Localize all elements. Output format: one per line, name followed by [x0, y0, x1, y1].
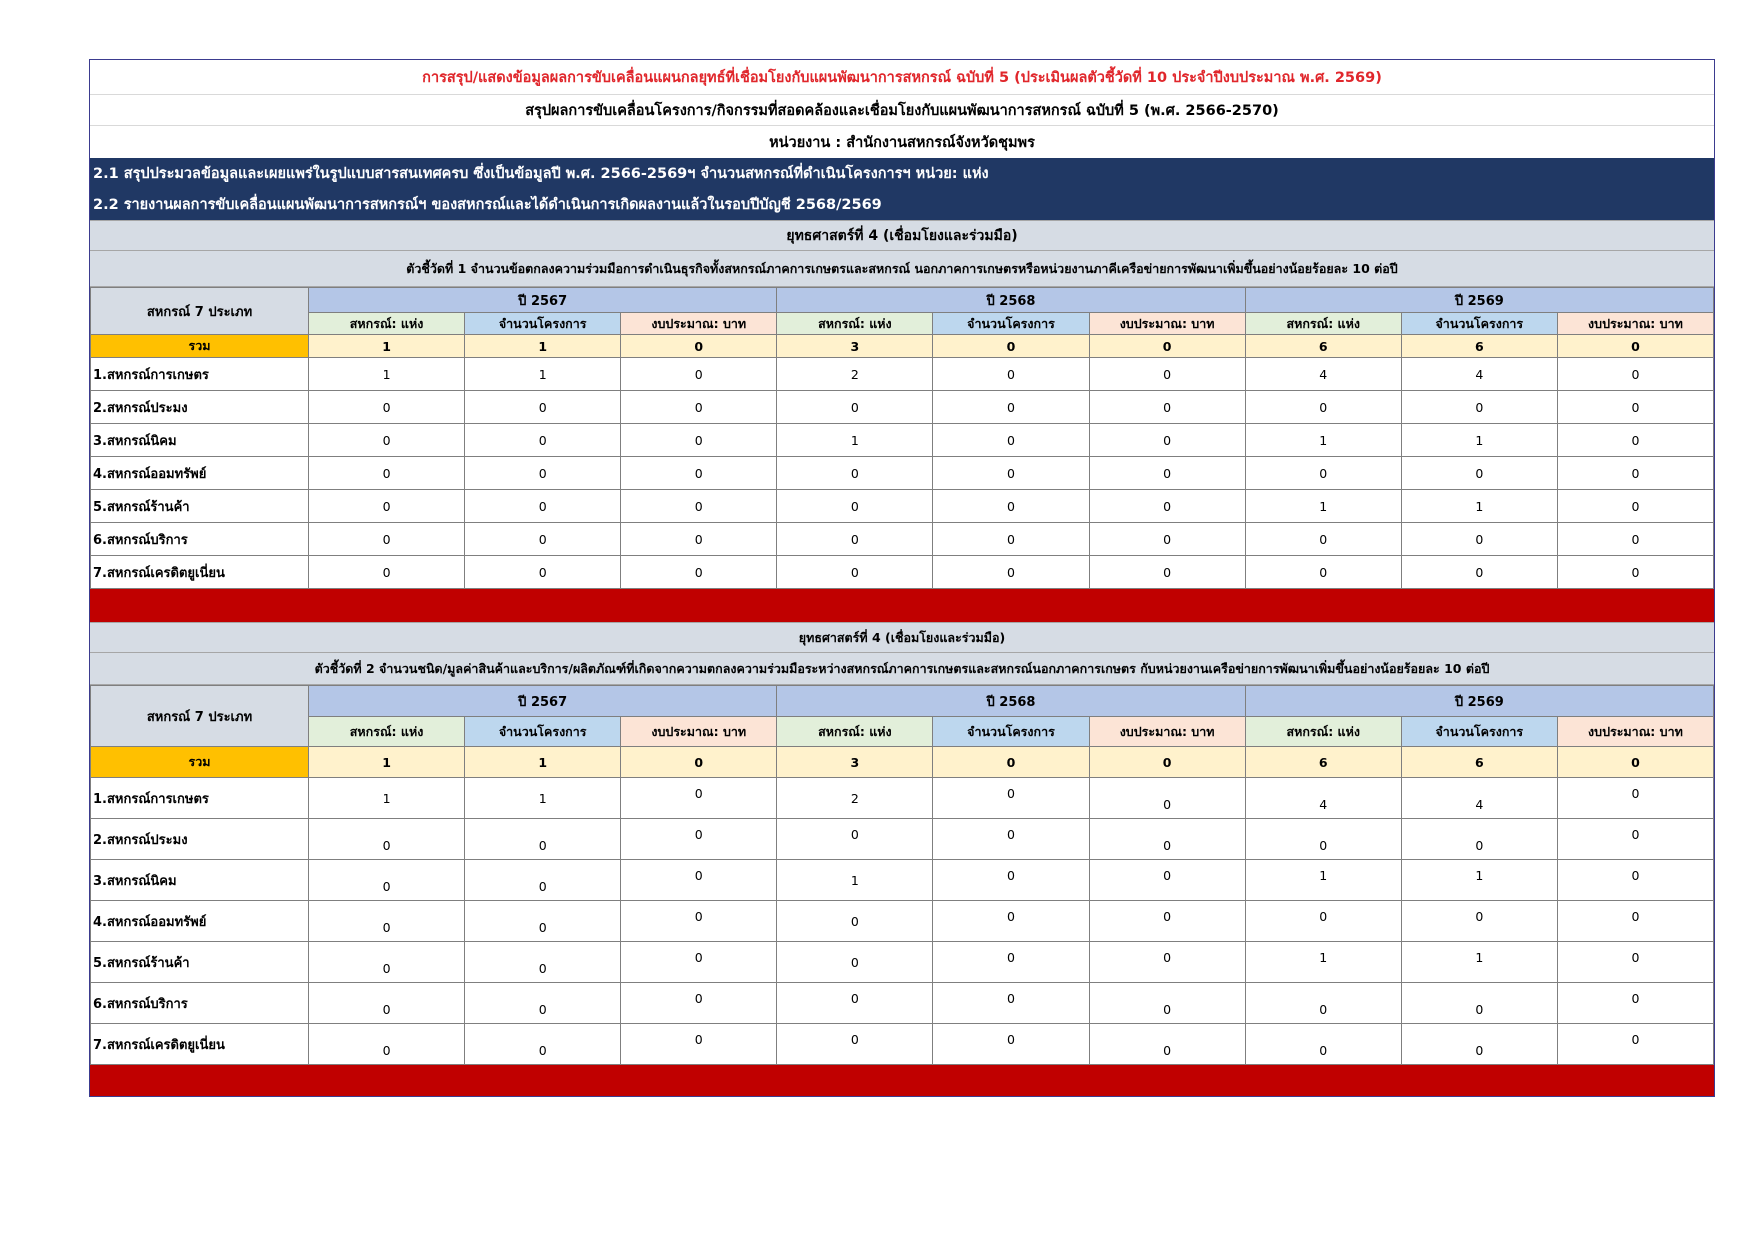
- value-cell: 0: [1401, 556, 1557, 589]
- total-cell: 3: [777, 335, 933, 358]
- value-cell: 0: [309, 860, 465, 901]
- value-cell: 0: [309, 1024, 465, 1065]
- value-cell: 0: [1089, 942, 1245, 983]
- subcolumn-header: งบประมาณ: บาท: [621, 717, 777, 747]
- value-cell: 0: [1401, 1024, 1557, 1065]
- total-cell: 6: [1401, 747, 1557, 778]
- value-cell: 0: [621, 983, 777, 1024]
- value-cell: 0: [1557, 358, 1713, 391]
- value-cell: 0: [621, 391, 777, 424]
- value-cell: 0: [465, 490, 621, 523]
- value-cell: 0: [1089, 457, 1245, 490]
- value-cell: 1: [1401, 860, 1557, 901]
- category-label: 7.สหกรณ์เครดิตยูเนี่ยน: [91, 1024, 309, 1065]
- value-cell: 1: [465, 778, 621, 819]
- subcolumn-header: จำนวนโครงการ: [1401, 717, 1557, 747]
- table-row: [91, 901, 1714, 942]
- value-cell: 0: [1089, 424, 1245, 457]
- value-cell: 0: [1089, 901, 1245, 942]
- table-row: [91, 424, 1714, 457]
- value-cell: 0: [1089, 778, 1245, 819]
- value-cell: 0: [1089, 983, 1245, 1024]
- value-cell: 0: [309, 523, 465, 556]
- value-cell: 0: [309, 819, 465, 860]
- value-cell: 0: [1245, 1024, 1401, 1065]
- indicator-heading: ตัวชี้วัดที่ 2 จำนวนชนิด/มูลค่าสินค้าและบริการ/ผลิตภัณฑ์ที่เกิดจากความตกลงความร่วมมือระหว่างสหกรณ์ภาคการเกษตรและสหกรณ์นอกภาคการเกษตร กับหน่วยงานเครือข่ายการพัฒนาเพิ่มขึ้นอย่างน้อยร้อยละ 10 ต่อปี: [90, 653, 1714, 685]
- value-cell: 0: [1245, 983, 1401, 1024]
- value-cell: 4: [1245, 778, 1401, 819]
- total-cell: 6: [1401, 335, 1557, 358]
- value-cell: 0: [1557, 860, 1713, 901]
- value-cell: 0: [933, 1024, 1089, 1065]
- year-header: ปี 2567: [309, 288, 777, 313]
- total-cell: 0: [621, 335, 777, 358]
- table-row: [91, 523, 1714, 556]
- subcolumn-header: จำนวนโครงการ: [933, 313, 1089, 335]
- category-label: 4.สหกรณ์ออมทรัพย์: [91, 457, 309, 490]
- category-label: 6.สหกรณ์บริการ: [91, 523, 309, 556]
- total-row-label: รวม: [91, 747, 309, 778]
- value-cell: 0: [465, 391, 621, 424]
- value-cell: 0: [1401, 457, 1557, 490]
- value-cell: 0: [1245, 523, 1401, 556]
- value-cell: 0: [1401, 819, 1557, 860]
- value-cell: 0: [1089, 391, 1245, 424]
- category-column-header: สหกรณ์ 7 ประเภท: [91, 686, 309, 747]
- value-cell: 0: [621, 457, 777, 490]
- value-cell: 0: [1089, 556, 1245, 589]
- value-cell: 0: [933, 819, 1089, 860]
- subcolumn-header: จำนวนโครงการ: [933, 717, 1089, 747]
- value-cell: 1: [777, 424, 933, 457]
- report-subtitle: สรุปผลการขับเคลื่อนโครงการ/กิจกรรมที่สอดคล้องและเชื่อมโยงกับแผนพัฒนาการสหกรณ์ ฉบับที่ 5 (พ.ศ. 2566-2570): [90, 95, 1714, 126]
- value-cell: 0: [933, 860, 1089, 901]
- table-row: [91, 1024, 1714, 1065]
- value-cell: 2: [777, 358, 933, 391]
- tables-container: [90, 220, 1714, 1096]
- total-cell: 6: [1245, 747, 1401, 778]
- year-header: ปี 2569: [1245, 288, 1713, 313]
- value-cell: 1: [465, 358, 621, 391]
- value-cell: 0: [465, 523, 621, 556]
- subcolumn-header: จำนวนโครงการ: [1401, 313, 1557, 335]
- value-cell: 0: [1245, 556, 1401, 589]
- value-cell: 0: [309, 942, 465, 983]
- year-header: ปี 2568: [777, 686, 1245, 717]
- subcolumn-header: สหกรณ์: แห่ง: [777, 313, 933, 335]
- value-cell: 0: [1557, 1024, 1713, 1065]
- value-cell: 0: [777, 819, 933, 860]
- value-cell: 0: [1557, 819, 1713, 860]
- category-column-header: สหกรณ์ 7 ประเภท: [91, 288, 309, 335]
- note-line-1: 2.1 สรุปประมวลข้อมูลและเผยแพร่ในรูปแบบสารสนเทศครบ ซึ่งเป็นข้อมูลปี พ.ศ. 2566-2569ฯ จำนวนสหกรณ์ที่ดำเนินโครงการฯ หน่วย: แห่ง: [90, 158, 1714, 189]
- total-row-label: รวม: [91, 335, 309, 358]
- subcolumn-header: สหกรณ์: แห่ง: [309, 717, 465, 747]
- value-cell: 0: [777, 901, 933, 942]
- value-cell: 0: [465, 860, 621, 901]
- category-label: 1.สหกรณ์การเกษตร: [91, 358, 309, 391]
- agency-label: หน่วยงาน : สำนักงานสหกรณ์จังหวัดชุมพร: [769, 134, 1035, 151]
- value-cell: 0: [933, 358, 1089, 391]
- category-label: 7.สหกรณ์เครดิตยูเนี่ยน: [91, 556, 309, 589]
- value-cell: 0: [621, 490, 777, 523]
- value-cell: 0: [309, 457, 465, 490]
- value-cell: 0: [465, 424, 621, 457]
- value-cell: 0: [465, 983, 621, 1024]
- table-row: [91, 942, 1714, 983]
- value-cell: 4: [1401, 358, 1557, 391]
- total-cell: 0: [1557, 747, 1713, 778]
- value-cell: 0: [309, 983, 465, 1024]
- value-cell: 0: [309, 490, 465, 523]
- value-cell: 0: [1401, 901, 1557, 942]
- value-cell: 1: [309, 778, 465, 819]
- value-cell: 0: [933, 556, 1089, 589]
- value-cell: 1: [777, 860, 933, 901]
- value-cell: 0: [621, 901, 777, 942]
- table-row: [91, 457, 1714, 490]
- value-cell: 0: [1245, 457, 1401, 490]
- value-cell: 0: [1089, 860, 1245, 901]
- category-label: 1.สหกรณ์การเกษตร: [91, 778, 309, 819]
- total-cell: 1: [465, 335, 621, 358]
- subcolumn-header: จำนวนโครงการ: [465, 717, 621, 747]
- value-cell: 0: [933, 983, 1089, 1024]
- total-cell: 0: [1089, 335, 1245, 358]
- value-cell: 0: [1089, 358, 1245, 391]
- value-cell: 0: [621, 523, 777, 556]
- value-cell: 0: [309, 556, 465, 589]
- value-cell: 0: [621, 860, 777, 901]
- table-row: [91, 778, 1714, 819]
- value-cell: 0: [1401, 983, 1557, 1024]
- value-cell: 0: [1557, 778, 1713, 819]
- value-cell: 4: [1401, 778, 1557, 819]
- total-cell: 3: [777, 747, 933, 778]
- category-label: 3.สหกรณ์นิคม: [91, 860, 309, 901]
- value-cell: 0: [1089, 523, 1245, 556]
- value-cell: 0: [1557, 490, 1713, 523]
- value-cell: 0: [777, 942, 933, 983]
- value-cell: 0: [309, 391, 465, 424]
- table-row: [91, 983, 1714, 1024]
- value-cell: 0: [621, 556, 777, 589]
- value-cell: 0: [777, 523, 933, 556]
- subcolumn-header: จำนวนโครงการ: [465, 313, 621, 335]
- value-cell: 0: [465, 556, 621, 589]
- value-cell: 0: [777, 983, 933, 1024]
- value-cell: 0: [1089, 1024, 1245, 1065]
- table-row: [91, 860, 1714, 901]
- value-cell: 0: [621, 942, 777, 983]
- category-label: 6.สหกรณ์บริการ: [91, 983, 309, 1024]
- total-cell: 0: [933, 335, 1089, 358]
- category-label: 2.สหกรณ์ประมง: [91, 819, 309, 860]
- table-row: [91, 490, 1714, 523]
- category-label: 5.สหกรณ์ร้านค้า: [91, 942, 309, 983]
- subcolumn-header: งบประมาณ: บาท: [1557, 313, 1713, 335]
- value-cell: 0: [1557, 391, 1713, 424]
- year-header: ปี 2569: [1245, 686, 1713, 717]
- category-label: 2.สหกรณ์ประมง: [91, 391, 309, 424]
- total-cell: 6: [1245, 335, 1401, 358]
- report-title: การสรุป/แสดงข้อมูลผลการขับเคลื่อนแผนกลยุทธ์ที่เชื่อมโยงกับแผนพัฒนาการสหกรณ์ ฉบับที่ 5 (ประเมินผลตัวชี้วัดที่ 10 ประจำปีงบประมาณ พ.ศ. 2569): [90, 60, 1714, 95]
- value-cell: 0: [777, 1024, 933, 1065]
- year-header: ปี 2568: [777, 288, 1245, 313]
- results-table: [90, 685, 1714, 1065]
- subcolumn-header: สหกรณ์: แห่ง: [1245, 313, 1401, 335]
- value-cell: 0: [465, 457, 621, 490]
- subcolumn-header: สหกรณ์: แห่ง: [1245, 717, 1401, 747]
- value-cell: 0: [1245, 391, 1401, 424]
- value-cell: 0: [1089, 819, 1245, 860]
- table-row: [91, 556, 1714, 589]
- value-cell: 0: [1557, 983, 1713, 1024]
- value-cell: 1: [1245, 424, 1401, 457]
- category-label: 4.สหกรณ์ออมทรัพย์: [91, 901, 309, 942]
- value-cell: 0: [933, 523, 1089, 556]
- strategy-heading: ยุทธศาสตร์ที่ 4 (เชื่อมโยงและร่วมมือ): [90, 622, 1714, 653]
- value-cell: 0: [1089, 490, 1245, 523]
- value-cell: 0: [621, 778, 777, 819]
- value-cell: 0: [1557, 942, 1713, 983]
- total-cell: 0: [933, 747, 1089, 778]
- indicator-heading: ตัวชี้วัดที่ 1 จำนวนข้อตกลงความร่วมมือการดำเนินธุรกิจทั้งสหกรณ์ภาคการเกษตรและสหกรณ์ นอกภาคการเกษตรหรือหน่วยงานภาคีเครือข่ายการพัฒนาเพิ่มขึ้นอย่างน้อยร้อยละ 10 ต่อปี: [90, 251, 1714, 287]
- value-cell: 4: [1245, 358, 1401, 391]
- value-cell: 1: [1245, 860, 1401, 901]
- value-cell: 0: [777, 457, 933, 490]
- strategy-heading: ยุทธศาสตร์ที่ 4 (เชื่อมโยงและร่วมมือ): [90, 220, 1714, 251]
- value-cell: 0: [621, 819, 777, 860]
- value-cell: 0: [777, 490, 933, 523]
- value-cell: 0: [621, 1024, 777, 1065]
- value-cell: 0: [933, 391, 1089, 424]
- value-cell: 1: [309, 358, 465, 391]
- value-cell: 0: [465, 1024, 621, 1065]
- subcolumn-header: สหกรณ์: แห่ง: [309, 313, 465, 335]
- value-cell: 0: [777, 391, 933, 424]
- category-label: 3.สหกรณ์นิคม: [91, 424, 309, 457]
- value-cell: 0: [309, 424, 465, 457]
- results-table: [90, 287, 1714, 589]
- total-cell: 1: [309, 747, 465, 778]
- value-cell: 0: [465, 901, 621, 942]
- value-cell: 0: [1401, 391, 1557, 424]
- value-cell: 0: [933, 778, 1089, 819]
- table-row: [91, 358, 1714, 391]
- value-cell: 0: [309, 901, 465, 942]
- value-cell: 0: [933, 901, 1089, 942]
- subcolumn-header: สหกรณ์: แห่ง: [777, 717, 933, 747]
- value-cell: 0: [621, 358, 777, 391]
- value-cell: 0: [933, 424, 1089, 457]
- subcolumn-header: งบประมาณ: บาท: [1089, 717, 1245, 747]
- table-row: [91, 391, 1714, 424]
- value-cell: 0: [1557, 901, 1713, 942]
- report-sheet: [89, 59, 1715, 1097]
- value-cell: 0: [1401, 523, 1557, 556]
- value-cell: 0: [933, 457, 1089, 490]
- red-separator-bar: [90, 1065, 1714, 1096]
- category-label: 5.สหกรณ์ร้านค้า: [91, 490, 309, 523]
- table-row: [91, 819, 1714, 860]
- value-cell: 2: [777, 778, 933, 819]
- total-cell: 0: [1557, 335, 1713, 358]
- value-cell: 0: [465, 819, 621, 860]
- value-cell: 0: [621, 424, 777, 457]
- year-header: ปี 2567: [309, 686, 777, 717]
- subcolumn-header: งบประมาณ: บาท: [1089, 313, 1245, 335]
- value-cell: 0: [777, 556, 933, 589]
- value-cell: 0: [1557, 424, 1713, 457]
- total-cell: 1: [309, 335, 465, 358]
- total-cell: 0: [1089, 747, 1245, 778]
- value-cell: 0: [933, 942, 1089, 983]
- value-cell: 0: [1557, 556, 1713, 589]
- value-cell: 0: [465, 942, 621, 983]
- value-cell: 1: [1245, 490, 1401, 523]
- value-cell: 0: [933, 490, 1089, 523]
- value-cell: 1: [1245, 942, 1401, 983]
- note-line-2: 2.2 รายงานผลการขับเคลื่อนแผนพัฒนาการสหกรณ์ฯ ของสหกรณ์และได้ดำเนินการเกิดผลงานแล้วในรอบปีบัญชี 2568/2569: [90, 189, 1714, 220]
- subcolumn-header: งบประมาณ: บาท: [621, 313, 777, 335]
- value-cell: 0: [1245, 901, 1401, 942]
- total-cell: 0: [621, 747, 777, 778]
- value-cell: 1: [1401, 424, 1557, 457]
- red-separator-bar: [90, 589, 1714, 622]
- subcolumn-header: งบประมาณ: บาท: [1557, 717, 1713, 747]
- total-cell: 1: [465, 747, 621, 778]
- value-cell: 1: [1401, 490, 1557, 523]
- value-cell: 0: [1557, 523, 1713, 556]
- value-cell: 0: [1557, 457, 1713, 490]
- value-cell: 0: [1245, 819, 1401, 860]
- value-cell: 1: [1401, 942, 1557, 983]
